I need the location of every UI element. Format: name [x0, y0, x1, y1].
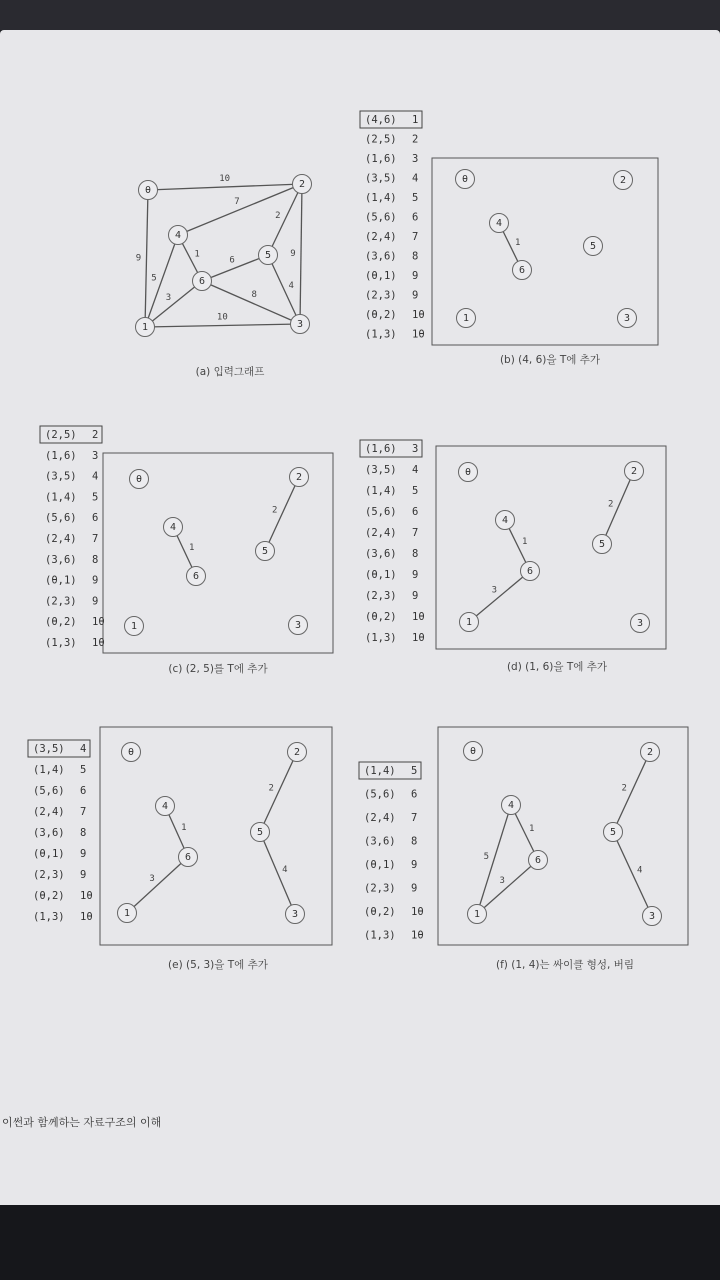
edge-list-weight: 4: [412, 172, 419, 185]
edge-list-weight: 2: [92, 429, 99, 441]
edge-list-pair: (θ,1): [45, 574, 77, 587]
svg-text:2: 2: [630, 466, 638, 477]
node-2: [614, 171, 633, 190]
node-3: [291, 315, 310, 334]
edge-weight: 1: [189, 543, 195, 554]
edge-list-pair: (2,3): [45, 595, 77, 608]
edge-list-pair: (1,3): [365, 328, 397, 341]
edge-list-b: [360, 111, 425, 341]
caption-f: (f) (1, 4)는 싸이클 형성, 버림: [496, 959, 634, 971]
svg-text:θ: θ: [461, 174, 469, 185]
edge-1-6: [127, 857, 188, 913]
node-6: [193, 272, 212, 291]
edge-list-weight: 8: [411, 835, 418, 848]
svg-text:3: 3: [294, 620, 302, 631]
edge-list-weight: 6: [80, 785, 87, 797]
node-2: [641, 743, 660, 762]
edge-0-2: [148, 184, 302, 190]
svg-text:5: 5: [598, 539, 606, 550]
svg-text:1: 1: [473, 909, 481, 920]
edge-1-4: [477, 805, 511, 914]
edge-list-pair: (1,3): [364, 929, 396, 942]
edge-list-pair: (5,6): [364, 788, 396, 801]
edge-list-pair: (3,6): [45, 553, 77, 566]
node-1: [136, 318, 155, 337]
svg-text:3: 3: [623, 313, 631, 324]
edge-weight: 5: [151, 273, 157, 284]
edge-2-5: [260, 752, 297, 832]
node-3: [643, 907, 662, 926]
node-0: [139, 181, 158, 200]
svg-text:6: 6: [526, 566, 534, 577]
edge-list-pair: (2,5): [365, 133, 397, 146]
caption-c: (c) (2, 5)를 T에 추가: [168, 663, 268, 675]
edge-list-pair: (1,3): [45, 637, 77, 649]
edge-list-pair: (1,4): [365, 192, 397, 204]
edge-2-3: [300, 184, 302, 324]
node-4: [169, 226, 188, 245]
svg-text:6: 6: [184, 852, 192, 863]
svg-text:1: 1: [141, 322, 149, 333]
svg-text:5: 5: [609, 827, 617, 838]
edge-list-weight: 9: [411, 882, 418, 895]
svg-text:2: 2: [298, 179, 306, 190]
edge-weight: 2: [272, 505, 278, 516]
edge-list-pair: (3,6): [365, 548, 397, 560]
svg-text:4: 4: [501, 515, 509, 526]
node-4: [156, 797, 175, 816]
edge-list-pair: (3,5): [365, 172, 397, 185]
svg-text:4: 4: [507, 800, 515, 811]
svg-text:2: 2: [293, 747, 301, 758]
edge-list-weight: 3: [412, 443, 419, 455]
edge-list-pair: (2,3): [364, 882, 396, 895]
svg-text:θ: θ: [469, 746, 477, 757]
svg-text:2: 2: [619, 175, 627, 186]
edge-list-weight: 9: [92, 595, 99, 608]
node-3: [618, 309, 637, 328]
page-footer: 이썬과 함께하는 자료구조의 이해: [2, 1116, 162, 1129]
svg-text:1: 1: [465, 617, 473, 628]
node-6: [179, 848, 198, 867]
caption-b: (b) (4, 6)을 T에 추가: [499, 354, 601, 366]
svg-text:θ: θ: [127, 747, 135, 758]
edge-list-e: [28, 740, 93, 923]
edge-list-pair: (θ,1): [33, 848, 65, 860]
edge-list-pair: (θ,1): [364, 859, 396, 871]
edge-list-pair: (2,4): [45, 533, 77, 545]
node-5: [256, 542, 275, 561]
edge-0-1: [145, 190, 148, 327]
graph-b: [456, 170, 637, 328]
svg-text:2: 2: [295, 472, 303, 483]
edge-list-weight: 9: [412, 270, 419, 282]
edge-list-pair: (2,4): [365, 231, 397, 243]
edge-list-weight: 7: [412, 231, 419, 243]
node-4: [502, 796, 521, 815]
svg-text:5: 5: [589, 241, 597, 252]
edge-list-pair: (5,6): [45, 512, 77, 525]
node-1: [118, 904, 137, 923]
edge-weight: 1: [521, 536, 528, 547]
graph-d: [459, 462, 650, 633]
edge-weight: 5: [483, 852, 490, 863]
svg-text:2: 2: [646, 747, 654, 758]
graph-a: [136, 174, 312, 336]
edge-weight: 9: [135, 253, 142, 264]
edge-list-weight: 4: [80, 743, 87, 755]
node-3: [631, 614, 650, 633]
edge-list-weight: 1θ: [92, 616, 105, 629]
node-0: [456, 170, 475, 189]
svg-text:3: 3: [291, 909, 299, 920]
svg-text:3: 3: [648, 911, 656, 922]
edge-1-6: [477, 860, 538, 914]
svg-text:θ: θ: [144, 185, 152, 196]
edge-list-pair: (2,3): [365, 289, 397, 302]
edge-list-weight: 1: [412, 114, 419, 126]
edge-list-weight: 1θ: [412, 632, 425, 644]
edge-list-pair: (5,6): [365, 211, 397, 224]
edge-list-pair: (3,6): [365, 250, 397, 263]
edge-list-weight: 1θ: [92, 637, 105, 649]
edge-list-pair: (2,5): [45, 429, 77, 441]
edge-list-weight: 9: [411, 859, 418, 871]
edge-weight: 10: [216, 312, 228, 323]
edge-list-pair: (3,6): [364, 835, 396, 848]
edge-list-weight: 5: [412, 192, 419, 204]
edge-list-f: [359, 762, 424, 942]
edge-list-weight: 4: [412, 464, 419, 476]
node-2: [625, 462, 644, 481]
edge-list-c: [40, 426, 105, 649]
edge-list-pair: (1,4): [45, 491, 77, 504]
edge-2-5: [602, 471, 634, 544]
edge-weight: 10: [219, 174, 231, 185]
edge-list-pair: (3,5): [45, 470, 77, 483]
svg-text:1: 1: [123, 908, 131, 919]
edge-list-weight: 7: [411, 812, 418, 824]
node-2: [293, 175, 312, 194]
edge-list-weight: 7: [80, 806, 87, 818]
svg-text:5: 5: [256, 827, 264, 838]
edge-list-weight: 1θ: [80, 890, 93, 902]
svg-text:4: 4: [161, 801, 169, 812]
svg-text:4: 4: [169, 522, 177, 533]
svg-text:5: 5: [264, 250, 272, 261]
edge-list-weight: 1θ: [412, 328, 425, 341]
edge-weight: 3: [165, 292, 172, 303]
svg-text:1: 1: [130, 621, 138, 632]
edge-weight: 9: [290, 248, 296, 259]
edge-list-weight: 1θ: [411, 906, 424, 918]
edge-2-5: [265, 477, 299, 551]
edge-list-weight: 1θ: [412, 611, 425, 623]
svg-text:4: 4: [495, 218, 503, 229]
edge-list-weight: 5: [412, 485, 419, 497]
node-0: [122, 743, 141, 762]
svg-text:3: 3: [296, 319, 304, 330]
edge-list-weight: 2: [412, 133, 419, 146]
edge-list-pair: (4,6): [365, 114, 397, 126]
edge-list-weight: 9: [80, 848, 87, 860]
edge-5-3: [268, 255, 300, 324]
edge-list-pair: (2,4): [365, 527, 397, 539]
edge-list-pair: (θ,2): [365, 611, 397, 623]
node-1: [460, 613, 479, 632]
node-2: [288, 743, 307, 762]
edge-weight: 3: [499, 876, 505, 887]
edge-list-pair: (θ,1): [365, 270, 397, 282]
edge-list-pair: (θ,2): [45, 616, 77, 629]
edge-weight: 3: [491, 585, 498, 596]
edge-list-pair: (1,6): [365, 153, 397, 165]
edge-list-weight: 6: [92, 512, 99, 525]
edge-list-weight: 9: [80, 869, 87, 881]
node-6: [187, 567, 206, 586]
graph-c: [125, 468, 309, 636]
edge-weight: 2: [275, 211, 281, 222]
edge-list-pair: (2,4): [364, 812, 396, 824]
edge-weight: 3: [149, 874, 155, 885]
edge-list-weight: 6: [412, 506, 419, 518]
svg-text:4: 4: [174, 230, 182, 241]
edge-list-pair: (5,6): [33, 785, 65, 797]
node-1: [125, 617, 144, 636]
caption-a: (a) 입력그래프: [195, 366, 265, 378]
svg-text:1: 1: [462, 313, 470, 324]
edge-5-3: [613, 832, 652, 916]
edge-list-weight: 1θ: [80, 911, 93, 923]
caption-e: (e) (5, 3)을 T에 추가: [168, 959, 268, 971]
node-3: [289, 616, 308, 635]
edge-list-weight: 6: [412, 211, 419, 224]
caption-d: (d) (1, 6)을 T에 추가: [506, 661, 608, 673]
node-1: [468, 905, 487, 924]
node-6: [513, 261, 532, 280]
edge-weight: 1: [514, 237, 521, 248]
svg-text:5: 5: [261, 546, 269, 557]
edge-weight: 8: [251, 290, 257, 301]
edge-weight: 4: [288, 281, 294, 292]
edge-6-5: [202, 255, 268, 281]
edge-1-3: [145, 324, 300, 327]
edge-list-pair: (3,5): [365, 464, 397, 476]
edge-list-pair: (θ,2): [364, 906, 396, 918]
node-5: [593, 535, 612, 554]
edge-list-pair: (1,4): [364, 765, 396, 777]
edge-weight: 2: [607, 499, 614, 510]
edge-list-pair: (2,3): [365, 590, 397, 602]
graph-e: [118, 743, 307, 924]
node-5: [604, 823, 623, 842]
node-4: [496, 511, 515, 530]
edge-list-weight: 9: [412, 569, 419, 581]
node-4: [164, 518, 183, 537]
node-3: [286, 905, 305, 924]
edge-list-weight: 7: [92, 533, 99, 545]
edge-list-pair: (1,3): [33, 911, 65, 923]
edge-weight: 4: [282, 864, 288, 875]
edge-list-pair: (1,3): [365, 632, 397, 644]
edge-list-pair: (1,4): [365, 485, 397, 497]
edge-list-d: [360, 440, 425, 644]
node-6: [529, 851, 548, 870]
edge-list-weight: 5: [411, 765, 418, 777]
edge-list-pair: (1,6): [365, 443, 397, 455]
node-2: [290, 468, 309, 487]
svg-text:θ: θ: [135, 474, 143, 485]
graph-f: [464, 742, 662, 926]
svg-text:6: 6: [192, 571, 200, 582]
svg-text:3: 3: [636, 618, 644, 629]
svg-text:θ: θ: [464, 467, 472, 478]
node-0: [130, 470, 149, 489]
edge-list-weight: 8: [412, 548, 419, 560]
node-0: [464, 742, 483, 761]
edge-5-3: [260, 832, 295, 914]
edge-list-weight: 3: [92, 449, 99, 462]
edge-weight: 6: [229, 255, 235, 266]
node-5: [259, 246, 278, 265]
edge-weight: 7: [234, 197, 240, 208]
edge-weight: 1: [181, 823, 187, 834]
edge-weight: 1: [528, 823, 535, 834]
edge-list-weight: 8: [412, 250, 419, 263]
edge-list-weight: 4: [92, 470, 99, 483]
edge-list-pair: (θ,1): [365, 569, 397, 581]
edge-weight: 2: [621, 783, 627, 794]
edge-2-5: [613, 752, 650, 832]
edge-1-6: [469, 571, 530, 622]
node-1: [457, 309, 476, 328]
edge-2-5: [268, 184, 302, 255]
edge-list-pair: (θ,2): [33, 890, 65, 902]
edge-list-weight: 1θ: [411, 929, 424, 942]
svg-text:6: 6: [198, 276, 206, 287]
svg-text:6: 6: [518, 265, 526, 276]
edge-4-2: [178, 184, 302, 235]
edge-weight: 2: [268, 783, 274, 794]
edge-list-pair: (1,4): [33, 764, 65, 776]
node-4: [490, 214, 509, 233]
edge-list-weight: 8: [92, 553, 99, 566]
node-5: [251, 823, 270, 842]
edge-list-weight: 5: [92, 491, 99, 504]
edge-list-weight: 8: [80, 827, 87, 839]
edge-list-weight: 3: [412, 153, 419, 165]
edge-list-pair: (1,6): [45, 449, 77, 462]
edge-list-weight: 9: [412, 590, 419, 602]
edge-list-pair: (2,3): [33, 869, 65, 881]
svg-text:6: 6: [534, 855, 542, 866]
edge-list-pair: (3,6): [33, 827, 65, 839]
edge-list-weight: 5: [80, 764, 87, 776]
edge-list-weight: 9: [92, 574, 99, 587]
edge-list-weight: 1θ: [412, 309, 425, 321]
node-5: [584, 237, 603, 256]
node-6: [521, 562, 540, 581]
edge-list-pair: (2,4): [33, 806, 65, 818]
edge-list-weight: 6: [411, 788, 418, 801]
edge-list-weight: 9: [412, 289, 419, 302]
edge-list-pair: (3,5): [33, 743, 65, 755]
edge-list-pair: (θ,2): [365, 309, 397, 321]
node-0: [459, 463, 478, 482]
edge-list-weight: 7: [412, 527, 419, 539]
edge-list-pair: (5,6): [365, 506, 397, 518]
edge-weight: 1: [194, 249, 200, 260]
edge-weight: 4: [637, 865, 643, 876]
